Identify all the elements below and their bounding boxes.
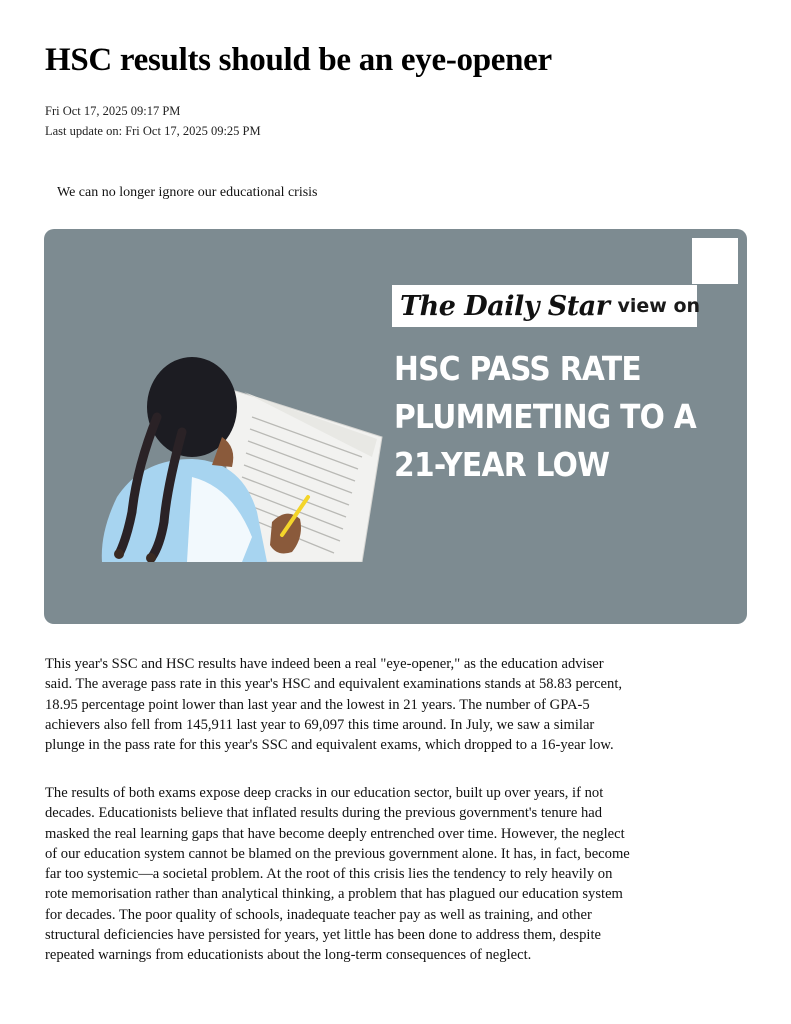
paragraph-line: The results of both exams expose deep cracks in our education sector, built up over years, if not [45, 785, 604, 801]
hero-image [44, 229, 747, 624]
headline-line: PLUMMETING TO A [394, 397, 697, 436]
article-paragraph [45, 654, 745, 755]
article-paragraph [45, 783, 745, 966]
paragraph-line: repeated warnings from educationists about the long-term consequences of neglect. [45, 947, 532, 964]
paragraph-line: plunge in the pass rate for this year's SSC and equivalent exams, which dropped to a 16-year low. [45, 737, 614, 754]
brand-banner [392, 285, 701, 327]
paragraph-line: achievers also fell from 145,911 last year to 69,097 this time around. In July, we saw a similar [45, 716, 595, 733]
brand-suffix: view on [617, 295, 701, 317]
paragraph-line: said. The average pass rate in this year's HSC and equivalent examinations stands at 58.83 percent, [45, 676, 623, 693]
last-update-date: Last update on: Fri Oct 17, 2025 09:25 PM [45, 124, 261, 138]
headline-line: 21-YEAR LOW [394, 445, 610, 484]
hero-headline [394, 345, 697, 489]
student-reading-icon [72, 347, 392, 562]
published-date: Fri Oct 17, 2025 09:17 PM [45, 104, 181, 118]
article-subheadline: We can no longer ignore our educational crisis [57, 185, 318, 200]
paragraph-line: decades. Educationists believe that inflated results during the previous government's tenure had [45, 805, 603, 822]
paragraph-line: 18.95 percentage point lower than last year and the lowest in 21 years. The number of GPA-5 [45, 696, 590, 713]
daily-star-logo: The Daily Star [400, 290, 610, 322]
paragraph-line: masked the real learning gaps that have become deeply entrenched over time. However, the neglect [45, 825, 625, 842]
paragraph-line: This year's SSC and HSC results have indeed been a real "eye-opener," as the education adviser [45, 656, 604, 672]
paragraph-line: of our education system cannot be blamed on the previous government alone. It has, in fact, become [45, 845, 630, 862]
paragraph-line: rote memorisation rather than analytical thinking, a problem that has plagued our education system [45, 886, 623, 903]
article-title: HSC results should be an eye-opener [45, 42, 552, 78]
headline-line: HSC PASS RATE [394, 349, 641, 388]
corner-box [692, 238, 738, 284]
paragraph-line: structural deficiencies have persisted for years, yet little has been done to address them, despite [45, 927, 601, 944]
paragraph-line: for decades. The poor quality of schools, inadequate teacher pay as well as training, and other [45, 906, 592, 923]
paragraph-line: far too systemic—a societal problem. At the root of this crisis lies the tendency to rely heavily on [45, 866, 613, 883]
